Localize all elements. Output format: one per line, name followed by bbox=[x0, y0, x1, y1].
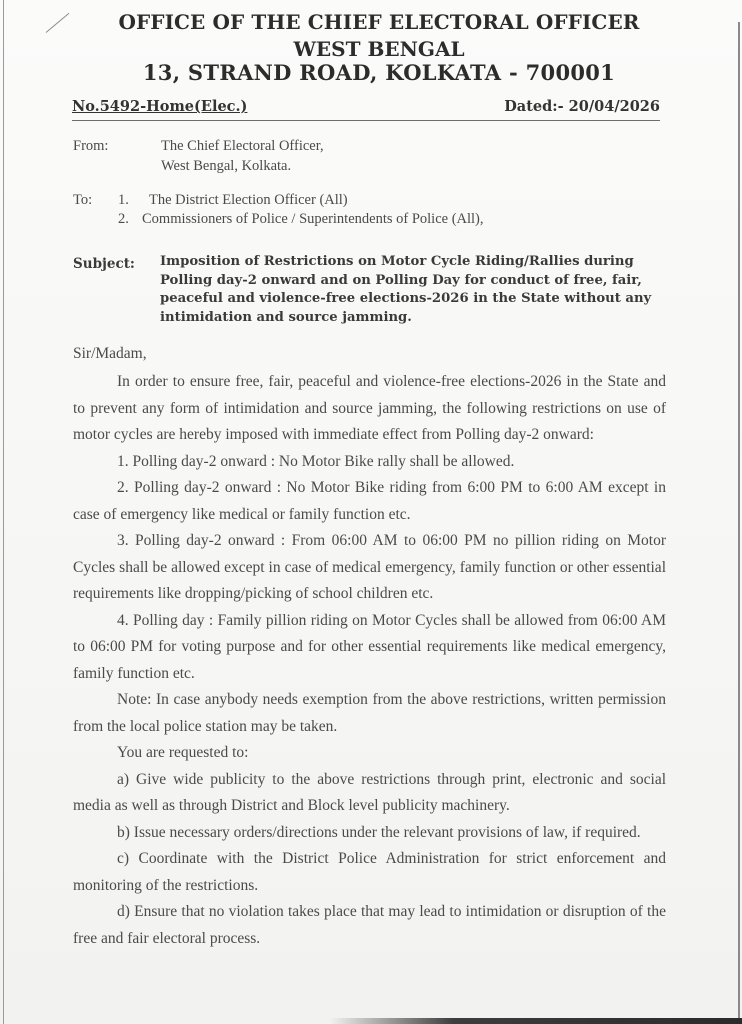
restriction-3: 3. Polling day-2 onward : From 06:00 AM to 06:00 PM no pillion riding on Motor Cycles shall be allowed except in case of medical emergency, family function or other essential requirements like dropping/picking of school children etc. bbox=[73, 532, 666, 602]
subject-text: Imposition of Restrictions on Motor Cycle Riding/Rallies during Polling day-2 onward and on Polling Day for conduct of free, fair, peaceful and violence-free elections-2026 in the State without any intimidation and source jamming. bbox=[160, 254, 652, 325]
to-item-1-num: 1. bbox=[118, 192, 129, 208]
to-item-2-num: 2. bbox=[118, 211, 129, 227]
page-shadow bbox=[330, 1018, 742, 1024]
memo-number: No.5492-Home(Elec.) bbox=[72, 98, 248, 115]
page-edge-right bbox=[738, 22, 740, 1024]
to-item-2-text: Commissioners of Police / Superintendents of Police (All), bbox=[142, 211, 484, 227]
to-label: To: bbox=[73, 192, 93, 208]
request-b: b) Issue necessary orders/directions under the relevant provisions of law, if required. bbox=[117, 823, 641, 841]
restriction-1: 1. Polling day-2 onward : No Motor Bike rally shall be allowed. bbox=[117, 452, 515, 470]
request-c: c) Coordinate with the District Police Administration for strict enforcement and monitoring of the restrictions. bbox=[73, 850, 666, 894]
from-label: From: bbox=[73, 138, 109, 154]
subject-label: Subject: bbox=[73, 256, 135, 272]
to-item-1-text: The District Election Officer (All) bbox=[149, 192, 348, 208]
intro-paragraph: In order to ensure free, fair, peaceful and violence-free elections-2026 in the State and to prevent any form of intimidation and source jamming, the following restrictions on use of motor cycles are hereby imposed with immediate effect from Polling day-2 onward: bbox=[73, 373, 666, 443]
restriction-2: 2. Polling day-2 onward : No Motor Bike riding from 6:00 PM to 6:00 AM except in case of emergency like medical or family function etc. bbox=[73, 479, 666, 523]
office-state: WEST BENGAL bbox=[293, 37, 465, 61]
memo-date: Dated:- 20/04/2026 bbox=[504, 98, 660, 115]
request-d: d) Ensure that no violation takes place that may lead to intimidation or disruption of the free and fair electoral process. bbox=[73, 903, 666, 947]
restriction-4: 4. Polling day : Family pillion riding on Motor Cycles shall be allowed from 06:00 AM to 06:00 PM for voting purpose and for other essential requirements like medical emergency, family function etc. bbox=[73, 611, 666, 682]
from-line-1: The Chief Electoral Officer, bbox=[161, 138, 324, 154]
page-edge-left bbox=[3, 0, 4, 1024]
office-address: 13, STRAND ROAD, KOLKATA - 700001 bbox=[142, 60, 616, 85]
letter-body bbox=[73, 343, 666, 952]
note-paragraph: Note: In case anybody needs exemption from the above restrictions, written permission from the local police station may be taken. bbox=[73, 691, 666, 735]
reference-line bbox=[72, 98, 660, 121]
from-line-2: West Bengal, Kolkata. bbox=[161, 158, 292, 174]
request-intro: You are requested to: bbox=[117, 744, 249, 761]
salutation: Sir/Madam, bbox=[73, 345, 147, 362]
request-a: a) Give wide publicity to the above restrictions through print, electronic and social media as well as through District and Block level publicity machinery. bbox=[73, 770, 666, 814]
office-title: OFFICE OF THE CHIEF ELECTORAL OFFICER bbox=[118, 10, 640, 34]
